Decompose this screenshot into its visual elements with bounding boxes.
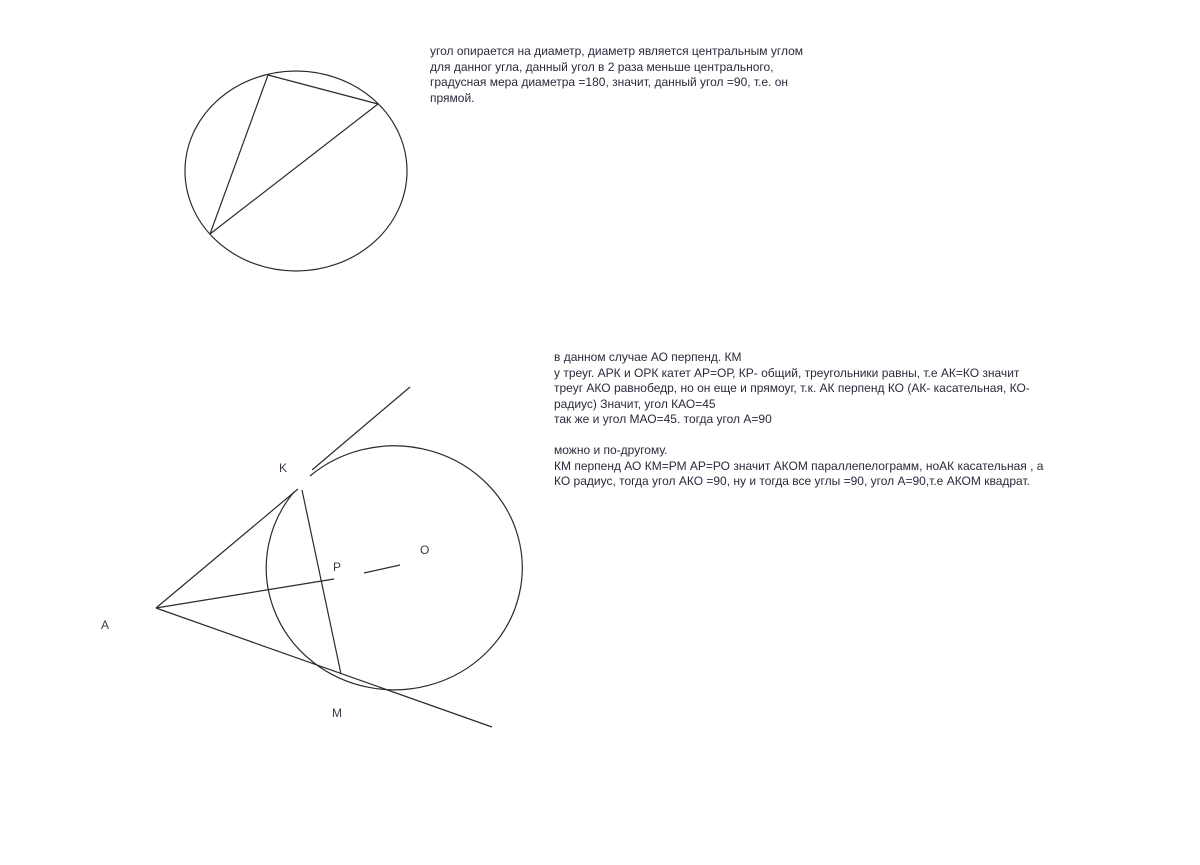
note-line: прямой.	[430, 90, 475, 105]
tangent-am	[156, 608, 492, 727]
point-label-k: K	[279, 461, 288, 475]
point-label-o: O	[420, 543, 430, 557]
note-line	[554, 428, 1043, 444]
point-label-a: A	[101, 618, 110, 632]
note-line: угол опирается на диаметр, диаметр является центральным углом	[430, 44, 804, 58]
note-line: КМ перпенд АО КМ=РМ АР=РО значит АКОМ параллепелограмм, ноАК касательная , а	[554, 458, 1044, 473]
note-line: так же и угол МАО=45. тогда угол А=90	[554, 412, 772, 426]
segment-ap	[156, 579, 334, 608]
tangent-ak	[156, 489, 298, 608]
point-label-p: P	[333, 560, 342, 574]
note-line: можно и по-другому.	[554, 443, 668, 457]
note-line: для данног угла, данный угол в 2 раза меньше центрального,	[430, 59, 774, 74]
note-line: КО радиус, тогда угол АКО =90, ну и тогда все углы =90, угол А=90,т.е АКОМ квадрат.	[554, 474, 1030, 488]
figure-2	[101, 387, 522, 727]
note-line: градусная мера диаметра =180, значит, данный угол =90, т.е. он	[430, 75, 789, 89]
explanation-note-2	[554, 350, 1043, 490]
segment-km	[302, 490, 341, 674]
note-line: радиус) Значит, угол КАО=45	[554, 396, 716, 411]
point-label-m: M	[332, 706, 342, 720]
note-line: в данном случае АО перпенд. КМ	[554, 350, 742, 364]
note-line: треуг АКО равнобедр, но он еще и прямоуг, т.к. АК перпенд КО (АК- касательная, КО-	[554, 381, 1030, 395]
circle-1	[185, 71, 407, 271]
figure-1	[185, 71, 407, 271]
diameter-chord	[210, 104, 378, 234]
chord-top	[268, 75, 378, 104]
explanation-note-1	[430, 44, 803, 106]
circle-2-arc	[266, 446, 522, 690]
tangent-upper-extension	[312, 387, 410, 470]
note-line: у треуг. АРК и ОРК катет АР=ОР, КР- общий, треугольники равны, т.е АК=КО значит	[554, 365, 1020, 380]
segment-po	[364, 565, 400, 573]
